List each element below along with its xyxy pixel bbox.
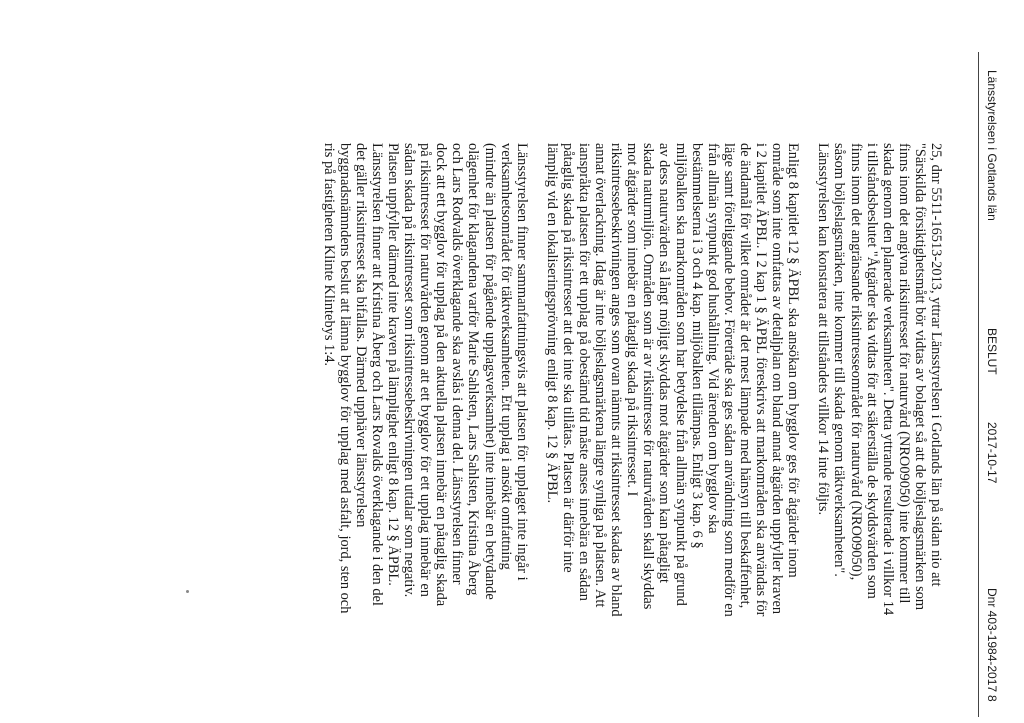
text-line: verksamhetsområdet för täktverksamheten. Ett upplag i ansökt omfattning	[497, 143, 514, 570]
paragraph	[321, 143, 530, 643]
text-line: påtaglig skada på riksintresset att det inte ska tillåtas. Platsen är därför inte	[559, 143, 576, 573]
document-body	[307, 143, 944, 643]
text-line: (mindre än platsen för pågående upplagsverksamhet) inte innebär en betydande	[481, 143, 498, 600]
page-header	[981, 70, 999, 693]
header-date: 2017-10-17	[985, 422, 999, 484]
text-line: Länsstyrelsen finner att Kristina Åberg och Lars Rovalds överklagande i den del	[368, 143, 385, 606]
text-line: finns inom det angränsande riksintresseområdet för naturvård (NRO09050),	[847, 143, 864, 581]
text-line: ianspråkta platsen för ett upplag på obestämd tid måste anses innebära en sådan	[576, 143, 593, 601]
text-line: ris på fastigheten Klinte Klintebys 1:4.	[320, 143, 337, 367]
text-line: Platsen uppfyller därmed inte kraven på lämplighet enligt 8 kap. 12 § ÄPBL.	[385, 143, 401, 586]
text-line: finns inom det angivna riksintresset för naturvård (NRO09050) inte kommer till	[895, 143, 912, 604]
text-line: de ändamål för vilket området är det mest lämpade med hänsyn till beskaffenhet,	[736, 143, 753, 609]
text-line: sådan skada på riksintresset som riksintressebeskrivningen uttalar som negativ.	[401, 143, 418, 598]
text-line: 25, dnr 5511-16513-2013, yttrar Länsstyrelsen i Gotlands län på sidan nio att	[928, 143, 944, 587]
paragraph	[815, 143, 944, 643]
header-doc-type: BESLUT	[985, 328, 999, 375]
text-line: område som inte omfattas av detaljplan om bland annat åtgärden uppfyller kraven	[769, 143, 786, 615]
text-line: såsom böljeslagsmärken, inte kommer till skada genom täktverksamheten".	[831, 143, 848, 577]
text-line: på riksintresset för naturvården genom att ett bygglov för ett upplag innebär en	[417, 143, 434, 597]
text-line: skada naturmiljön. Områden som är av riksintresse för naturvården skall skyddas	[640, 143, 657, 610]
page-number: 8	[985, 695, 999, 702]
text-line: och Lars Rodvalds överklagande ska avslås i denna del. Länsstyrelsen finner	[449, 143, 466, 585]
header-org: Länsstyrelsen i Gotlands län	[985, 70, 999, 221]
text-line: byggnadsnämndens beslut att lämna bygglov för upplag med asfalt, jord, sten och	[336, 143, 353, 614]
text-line: Länsstyrelsen finner sammanfattningsvis att platsen för upplaget inte ingår i	[513, 143, 530, 581]
text-line: miljöbalken ska markområden som har betydelse från allmän synpunkt på grund	[672, 143, 689, 606]
text-line: lämplig vid en lokaliseringsprövning enligt 8 kap. 12 § ÄPBL.	[543, 143, 560, 504]
paragraph	[544, 143, 802, 643]
text-line: i 2 kapitlet ÄPBL. I 2 kap 1 § ÄPBL föreskrivs att markområden ska användas för	[753, 143, 770, 617]
text-line: läge samt föreliggande behov. Företräde ska ges sådan användning som medför en	[720, 143, 737, 617]
text-line: från allmän synpunkt god hushållning. Vid ärenden om bygglov ska	[704, 143, 721, 534]
text-line: "Särskilda försiktighetsmått bör vidtas av bolaget så att de böljeslagsmärken som	[911, 143, 928, 611]
text-line: av dess naturvärden så långt möjligt skyddas mot åtgärder som kan påtagligt	[656, 143, 673, 584]
text-line: Länsstyrelsen kan konstatera att tillståndets villkor 14 inte följts.	[815, 143, 832, 516]
text-line: riksintressebeskrivningen anges som ovan nämnts att riksintresset skadas av bland	[608, 143, 625, 617]
header-rule	[978, 52, 979, 717]
text-line: bestämmelserna i 3 och 4 kap. miljöbalken tillämpas. Enligt 3 kap. 6 §	[688, 143, 705, 549]
text-line: olägenhet för klagandena varför Marie Sahlsten, Lars Sahlsten, Kristina Åberg	[465, 143, 482, 596]
header-dnr: Dnr 403-1984-2017	[985, 588, 999, 693]
scan-speck	[186, 590, 189, 593]
text-line: dock att ett bygglov för upplag på den aktuella platsen innebär en påtaglig skada	[433, 143, 450, 607]
text-line: mot åtgärder som innebär en påtaglig skada på riksintresset. I	[624, 143, 641, 497]
text-line: det gäller riksintresset ska bifallas. Därmed upphäver länsstyrelsen	[352, 143, 369, 528]
text-line: i tillståndsbeslutet "Åtgärder ska vidtas för att säkerställa de skyddsvärden som	[863, 143, 880, 599]
text-line: annat överlackning. Idag är inte böljeslagsmärkena längre synliga på platsen. Att	[592, 143, 609, 608]
text-line: skada genom den planerade verksamheten". Detta yttrande resulterade i villkor 14	[879, 143, 896, 616]
text-line: Enligt 8 kapitlet 12 § ÄPBL ska ansökan om bygglov ges för åtgärder inom	[785, 143, 802, 578]
